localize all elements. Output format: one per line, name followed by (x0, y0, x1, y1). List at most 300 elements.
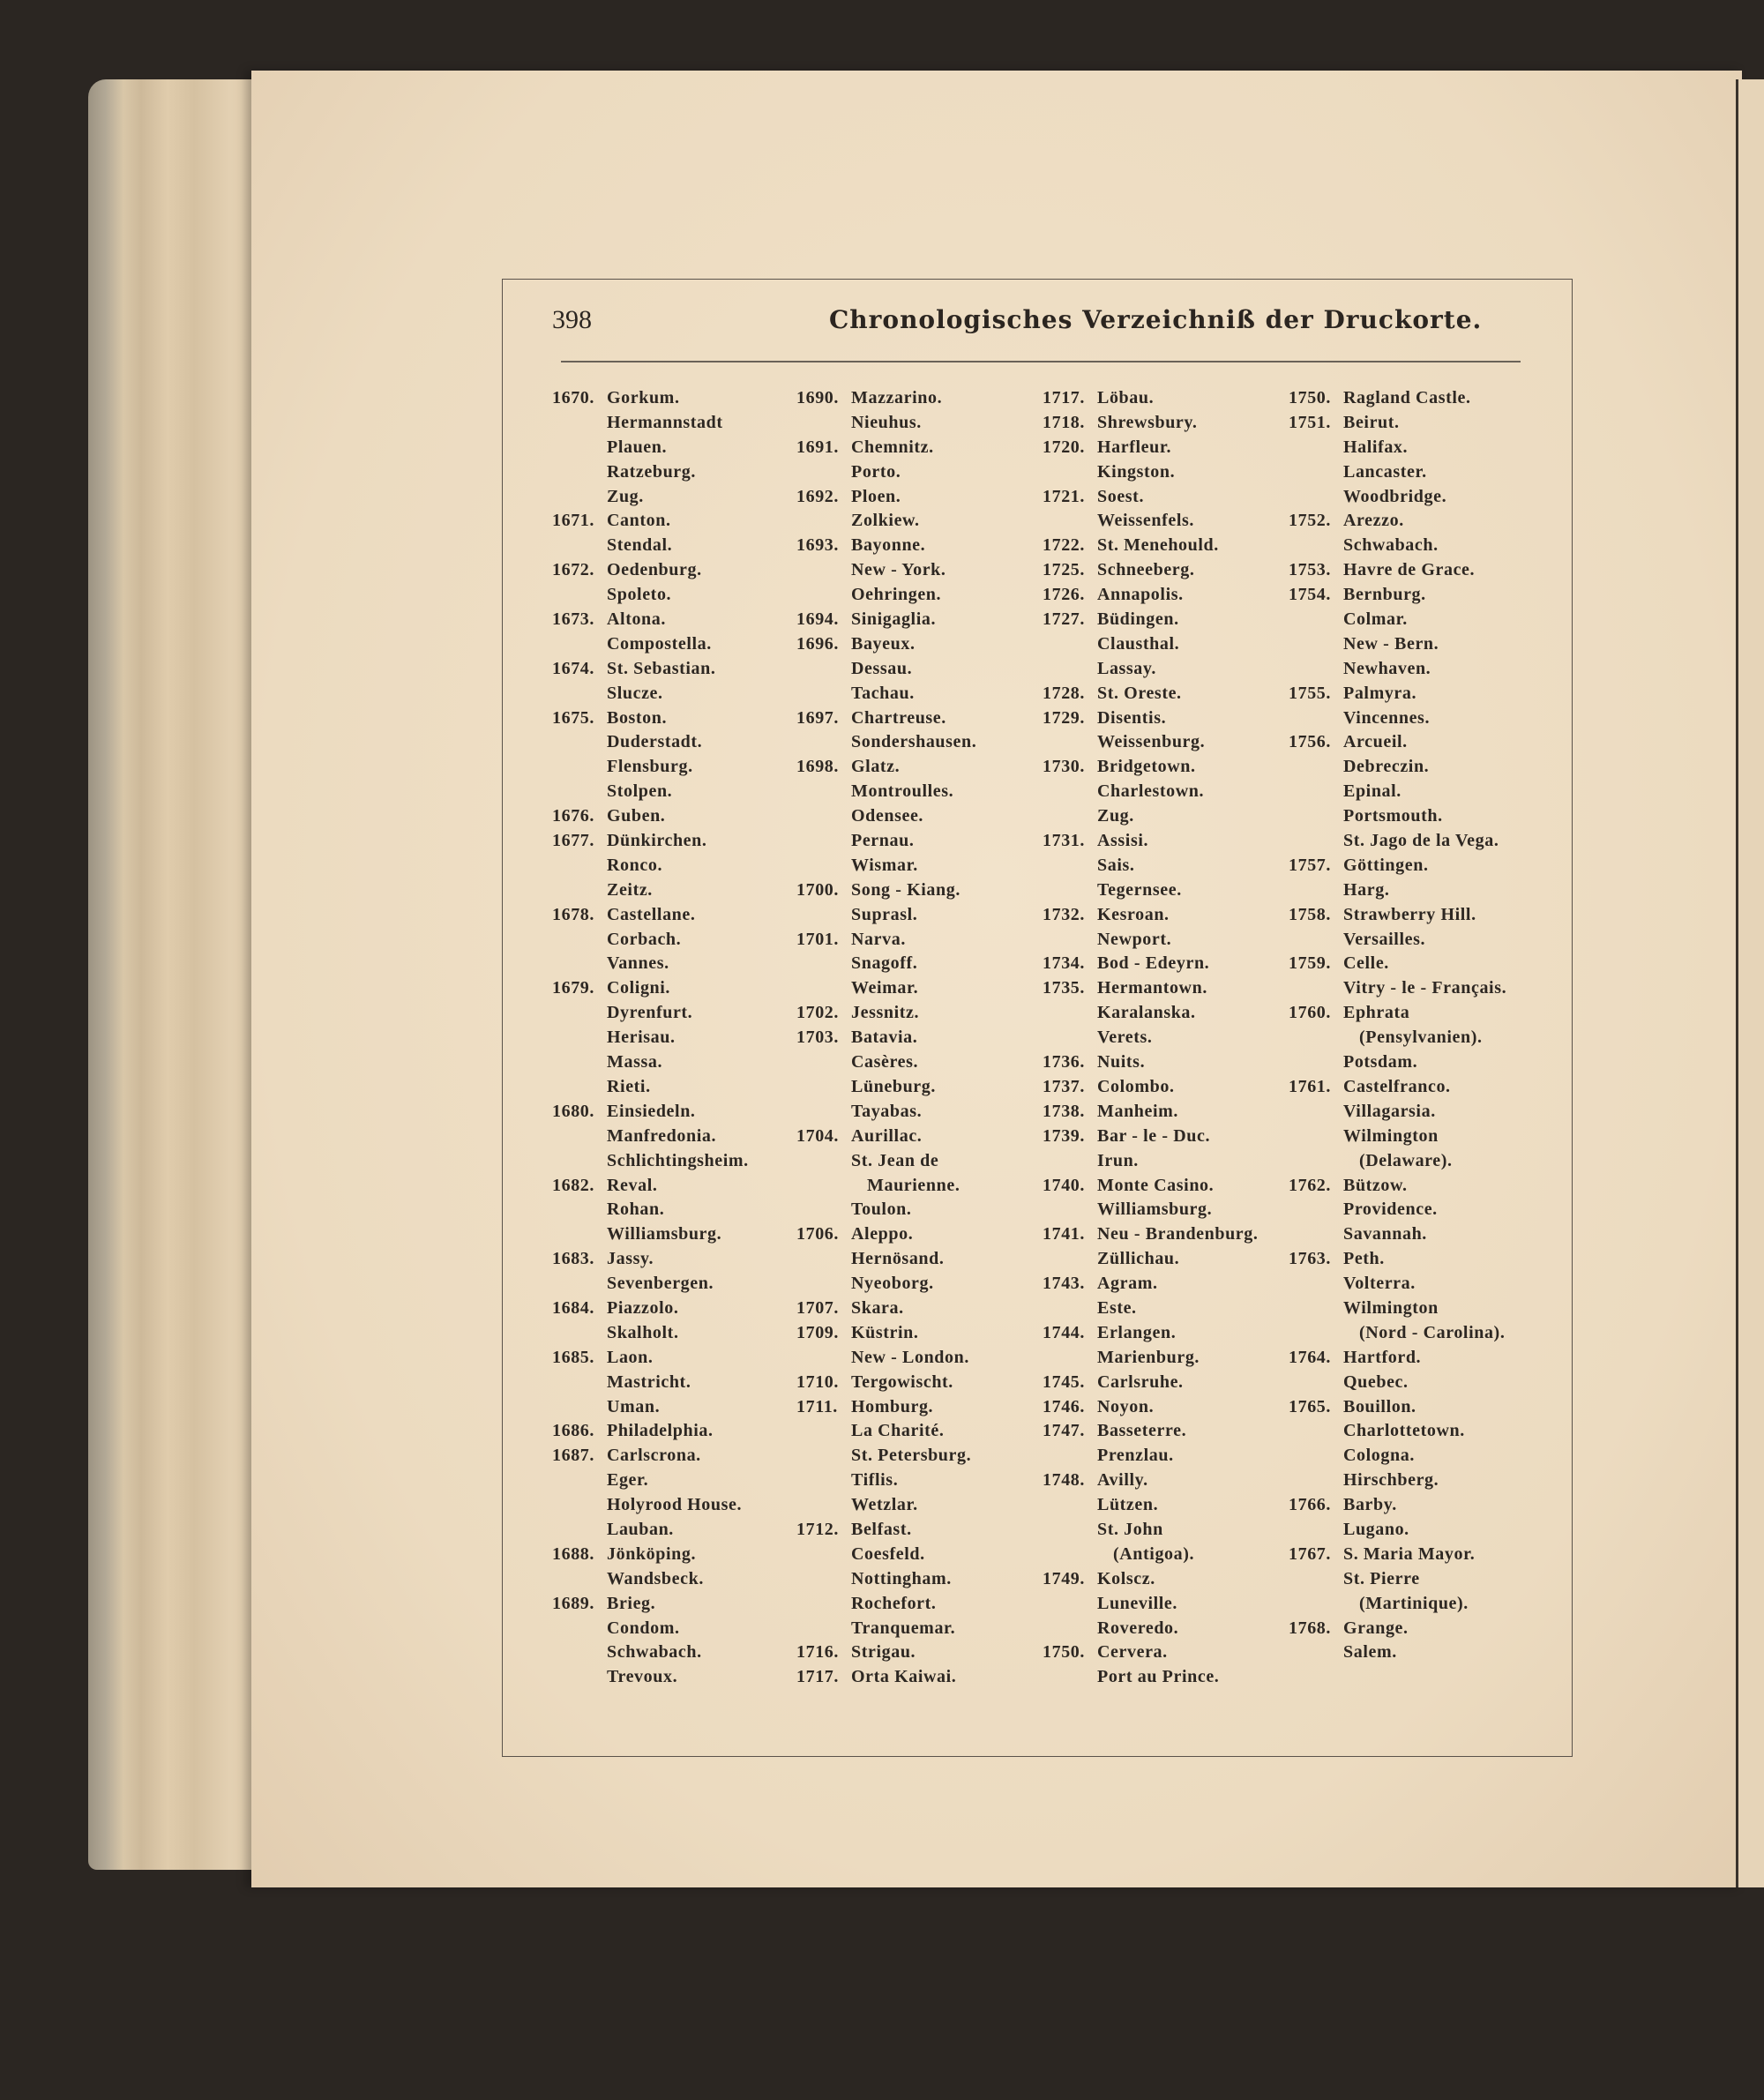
entry-place: Nieuhus. (851, 412, 922, 432)
entry-place: Bouillon. (1343, 1396, 1416, 1416)
entry-year: 1698. (796, 757, 839, 777)
entry-place: Mazzarino. (851, 388, 943, 407)
entry-place: Spoleto. (607, 585, 672, 605)
entry-place: (Martinique). (1359, 1593, 1469, 1613)
entry-place: Laon. (607, 1347, 654, 1367)
entry-place: Tachau. (851, 683, 915, 703)
entry-place: Zeitz. (607, 879, 653, 900)
entry-year: 1729. (1043, 707, 1085, 728)
entry-place: Prenzlau. (1097, 1446, 1174, 1466)
entry-year: 1673. (552, 609, 594, 630)
entry-year: 1761. (1289, 1076, 1331, 1096)
entry-place: Monte Casino. (1097, 1175, 1215, 1195)
entry-place: St. Menehould. (1097, 535, 1219, 556)
entry-place: Tayabas. (851, 1101, 923, 1121)
entry-place: Grange. (1343, 1618, 1409, 1638)
entry-place: Portsmouth. (1343, 806, 1443, 826)
entry-place: Strigau. (851, 1642, 916, 1663)
entry-place: Nuits. (1097, 1052, 1146, 1072)
entry-place: Skalholt. (607, 1322, 679, 1342)
entry-place: Kolscz. (1097, 1568, 1155, 1588)
entry-place: Strawberry Hill. (1343, 904, 1476, 924)
entry-place: Compostella. (607, 633, 712, 654)
entry-year: 1678. (552, 904, 594, 924)
entry-place: Celle. (1343, 953, 1389, 974)
entry-place: Avilly. (1097, 1470, 1148, 1491)
page-number: 398 (552, 305, 592, 334)
entry-place: Maurienne. (867, 1175, 960, 1195)
entry-year: 1690. (796, 388, 839, 407)
entry-place: Vincennes. (1343, 707, 1431, 728)
entry-year: 1712. (796, 1519, 839, 1539)
entry-place: Schlichtingsheim. (607, 1150, 749, 1170)
entry-year: 1687. (552, 1446, 594, 1466)
entry-place: Nyeoborg. (851, 1274, 934, 1294)
entry-place: Manfredonia. (607, 1125, 717, 1146)
entry-place: Song - Kiang. (851, 879, 960, 900)
entry-place: Ronco. (607, 855, 663, 875)
entry-place: Corbach. (607, 929, 682, 949)
entry-place: Bernburg. (1343, 585, 1426, 605)
entry-place: Odensee. (851, 806, 924, 826)
entry-place: Versailles. (1343, 929, 1426, 949)
entry-place: Neu - Brandenburg. (1097, 1224, 1259, 1244)
entry-year: 1753. (1289, 560, 1331, 580)
entry-place: Soest. (1097, 486, 1145, 506)
header-rule (561, 361, 1521, 362)
entry-year: 1766. (1289, 1495, 1331, 1515)
entry-year: 1686. (552, 1421, 594, 1441)
entry-place: Oedenburg. (607, 560, 702, 580)
entry-place: Ploen. (851, 486, 901, 506)
entry-place: Einsiedeln. (607, 1101, 696, 1121)
entry-year: 1679. (552, 978, 594, 998)
entry-place: Charlottetown. (1343, 1421, 1465, 1441)
entry-place: Newhaven. (1343, 658, 1431, 678)
entry-place: Göttingen. (1343, 855, 1429, 875)
entry-place: Williamsburg. (1097, 1199, 1213, 1220)
entry-year: 1728. (1043, 683, 1085, 703)
entry-place: S. Maria Mayor. (1343, 1543, 1476, 1564)
entry-place: Boston. (607, 707, 668, 728)
entry-place: Sondershausen. (851, 732, 977, 752)
entry-place: Mastricht. (607, 1371, 691, 1392)
entry-place: New - Bern. (1343, 633, 1439, 654)
entry-place: Weimar. (851, 978, 919, 998)
entry-place: Brieg. (607, 1593, 656, 1613)
entry-place: Skara. (851, 1297, 904, 1318)
entry-place: Annapolis. (1097, 585, 1184, 605)
entry-year: 1747. (1043, 1421, 1085, 1441)
entry-place: Kesroan. (1097, 904, 1170, 924)
entry-place: Ragland Castle. (1343, 388, 1471, 407)
entry-place: New - York. (851, 560, 946, 580)
entry-year: 1717. (1043, 388, 1085, 407)
entry-place: Bar - le - Duc. (1097, 1125, 1211, 1146)
entry-place: Züllichau. (1097, 1249, 1180, 1269)
entry-year: 1709. (796, 1322, 839, 1342)
entry-year: 1675. (552, 707, 594, 728)
entry-year: 1756. (1289, 732, 1331, 752)
entry-place: Karalanska. (1097, 1003, 1196, 1023)
entry-year: 1763. (1289, 1249, 1331, 1269)
entry-place: Wetzlar. (851, 1495, 918, 1515)
entry-year: 1726. (1043, 585, 1085, 605)
entry-place: Bayonne. (851, 535, 926, 556)
entry-place: Disentis. (1097, 707, 1167, 728)
entry-year: 1707. (796, 1297, 839, 1318)
entry-place: Uman. (607, 1396, 661, 1416)
entry-place: Tiflis. (851, 1470, 899, 1491)
entry-place: Williamsburg. (607, 1224, 722, 1244)
entry-place: Montroulles. (851, 781, 954, 802)
entry-place: Dünkirchen. (607, 831, 707, 851)
entry-place: Casères. (851, 1052, 919, 1072)
entry-place: Dyrenfurt. (607, 1003, 693, 1023)
entry-place: Snagoff. (851, 953, 918, 974)
entry-place: Kingston. (1097, 461, 1176, 482)
entry-place: Debreczin. (1343, 757, 1430, 777)
entry-place: Peth. (1343, 1249, 1385, 1269)
entry-year: 1677. (552, 831, 594, 851)
entry-place: Clausthal. (1097, 633, 1180, 654)
entry-year: 1754. (1289, 585, 1331, 605)
entry-place: Suprasl. (851, 904, 918, 924)
entry-place: Carlscrona. (607, 1446, 701, 1466)
entry-place: Lauban. (607, 1519, 674, 1539)
entry-place: Büdingen. (1097, 609, 1179, 630)
entry-place: Wilmington (1343, 1125, 1439, 1146)
entry-year: 1755. (1289, 683, 1331, 703)
entry-place: Porto. (851, 461, 901, 482)
facing-page-edge (1736, 79, 1764, 1887)
entry-place: Salem. (1343, 1642, 1397, 1663)
entry-year: 1745. (1043, 1371, 1085, 1392)
entry-place: Epinal. (1343, 781, 1401, 802)
entry-year: 1684. (552, 1297, 594, 1318)
entry-place: Aurillac. (851, 1125, 923, 1146)
entry-place: St. Sebastian. (607, 658, 716, 678)
entry-place: Tegernsee. (1097, 879, 1182, 900)
entry-place: Wismar. (851, 855, 918, 875)
entry-place: Belfast. (851, 1519, 912, 1539)
entry-place: Harfleur. (1097, 437, 1172, 457)
entry-year: 1768. (1289, 1618, 1331, 1638)
entry-place: Rieti. (607, 1076, 651, 1096)
entry-year: 1693. (796, 535, 839, 556)
entry-year: 1696. (796, 633, 839, 654)
entry-place: Jessnitz. (851, 1003, 920, 1023)
entry-place: Philadelphia. (607, 1421, 714, 1441)
entry-place: Chartreuse. (851, 707, 946, 728)
entry-year: 1700. (796, 879, 839, 900)
entry-place: (Delaware). (1359, 1150, 1453, 1170)
entry-year: 1739. (1043, 1125, 1085, 1146)
entry-place: Marienburg. (1097, 1347, 1200, 1367)
entry-place: Villagarsia. (1343, 1101, 1436, 1121)
entry-place: Zug. (1097, 806, 1134, 826)
entry-year: 1734. (1043, 953, 1085, 974)
entry-place: Coesfeld. (851, 1543, 925, 1564)
entry-place: Narva. (851, 929, 906, 949)
entry-place: Woodbridge. (1343, 486, 1447, 506)
entry-place: Pernau. (851, 831, 915, 851)
entry-place: Trevoux. (607, 1667, 678, 1687)
entry-place: Colmar. (1343, 609, 1408, 630)
entry-year: 1746. (1043, 1396, 1085, 1416)
entry-place: Rohan. (607, 1199, 665, 1220)
entry-place: Bridgetown. (1097, 757, 1196, 777)
entry-year: 1732. (1043, 904, 1085, 924)
entry-place: Altona. (607, 609, 666, 630)
entry-year: 1701. (796, 929, 839, 949)
entry-place: Arcueil. (1343, 732, 1408, 752)
entry-place: Guben. (607, 806, 666, 826)
entry-place: Vitry - le - Français. (1343, 978, 1507, 998)
entry-place: Savannah. (1343, 1224, 1427, 1244)
entry-year: 1752. (1289, 511, 1331, 531)
entry-place: Küstrin. (851, 1322, 919, 1342)
entry-place: Volterra. (1343, 1274, 1416, 1294)
entry-place: Herisau. (607, 1028, 676, 1048)
entry-place: St. Pierre (1343, 1568, 1420, 1588)
entry-place: Schwabach. (1343, 535, 1439, 556)
entry-place: Schneeberg. (1097, 560, 1195, 580)
entry-year: 1722. (1043, 535, 1085, 556)
entry-place: Hartford. (1343, 1347, 1422, 1367)
entry-year: 1674. (552, 658, 594, 678)
entry-place: Cologna. (1343, 1446, 1415, 1466)
entry-place: Halifax. (1343, 437, 1409, 457)
entry-place: Palmyra. (1343, 683, 1417, 703)
entry-year: 1735. (1043, 978, 1085, 998)
entry-year: 1683. (552, 1249, 594, 1269)
entry-place: Aleppo. (851, 1224, 914, 1244)
entry-place: New - London. (851, 1347, 969, 1367)
entry-year: 1760. (1289, 1003, 1331, 1023)
entry-year: 1702. (796, 1003, 839, 1023)
entry-year: 1749. (1043, 1568, 1085, 1588)
entry-place: St. Jean de (851, 1150, 939, 1170)
entry-place: Nottingham. (851, 1568, 952, 1588)
entry-place: Wilmington (1343, 1297, 1439, 1318)
entry-place: Port au Prince. (1097, 1667, 1220, 1687)
entry-place: Zug. (607, 486, 644, 506)
entry-year: 1744. (1043, 1322, 1085, 1342)
entry-year: 1736. (1043, 1052, 1085, 1072)
entry-place: Ratzeburg. (607, 461, 696, 482)
entry-place: Holyrood House. (607, 1495, 743, 1515)
entry-year: 1694. (796, 609, 839, 630)
page-edges (88, 79, 273, 1870)
entry-year: 1710. (796, 1371, 839, 1392)
entry-place: Jönköping. (607, 1543, 697, 1564)
entry-place: Luneville. (1097, 1593, 1178, 1613)
entry-place: Barby. (1343, 1495, 1397, 1515)
entry-year: 1676. (552, 806, 594, 826)
entry-place: Carlsruhe. (1097, 1371, 1184, 1392)
entry-year: 1689. (552, 1593, 594, 1613)
entry-place: Lüneburg. (851, 1076, 936, 1096)
entry-place: Lassay. (1097, 658, 1157, 678)
entry-year: 1717. (796, 1667, 839, 1687)
entry-place: Hermantown. (1097, 978, 1207, 998)
entry-place: Hermannstadt (607, 412, 723, 432)
entry-place: Chemnitz. (851, 437, 934, 457)
entry-year: 1682. (552, 1175, 594, 1195)
entry-place: Quebec. (1343, 1371, 1409, 1392)
entry-place: Cervera. (1097, 1642, 1168, 1663)
entry-year: 1740. (1043, 1175, 1085, 1195)
entry-place: Bützow. (1343, 1175, 1408, 1195)
entry-place: Massa. (607, 1052, 663, 1072)
entry-year: 1704. (796, 1125, 839, 1146)
entry-year: 1716. (796, 1642, 839, 1663)
entry-place: Weissenfels. (1097, 511, 1194, 531)
entry-place: Este. (1097, 1297, 1137, 1318)
entry-place: Oehringen. (851, 585, 942, 605)
entry-place: Hernösand. (851, 1249, 945, 1269)
entry-place: Tranquemar. (851, 1618, 956, 1638)
entry-place: Basseterre. (1097, 1421, 1187, 1441)
entry-year: 1670. (552, 388, 594, 407)
entry-place: Eger. (607, 1470, 649, 1491)
entry-place: Castelfranco. (1343, 1076, 1451, 1096)
entry-year: 1725. (1043, 560, 1085, 580)
entry-place: Ephrata (1343, 1003, 1410, 1023)
entry-place: Rochefort. (851, 1593, 937, 1613)
entry-place: St. Oreste. (1097, 683, 1182, 703)
entry-place: Charlestown. (1097, 781, 1205, 802)
entry-year: 1691. (796, 437, 839, 457)
entry-place: Sais. (1097, 855, 1135, 875)
entry-place: Schwabach. (607, 1642, 702, 1663)
entry-place: Piazzolo. (607, 1297, 679, 1318)
entry-place: Reval. (607, 1175, 658, 1195)
entry-place: Flensburg. (607, 757, 693, 777)
entry-place: Condom. (607, 1618, 680, 1638)
entry-place: Stendal. (607, 535, 673, 556)
entry-place: Plauen. (607, 437, 668, 457)
entry-year: 1685. (552, 1347, 594, 1367)
entry-place: Bayeux. (851, 633, 916, 654)
entry-place: Lützen. (1097, 1495, 1159, 1515)
entry-year: 1750. (1043, 1642, 1085, 1663)
entry-place: Weissenburg. (1097, 732, 1206, 752)
entry-place: Batavia. (851, 1028, 918, 1048)
entry-year: 1764. (1289, 1347, 1331, 1367)
entry-year: 1680. (552, 1101, 594, 1121)
entry-place: St. John (1097, 1519, 1163, 1539)
entry-place: Verets. (1097, 1028, 1153, 1048)
entry-place: St. Jago de la Vega. (1343, 831, 1499, 851)
entry-place: (Nord - Carolina). (1359, 1322, 1506, 1342)
entry-place: St. Petersburg. (851, 1446, 972, 1466)
entry-year: 1671. (552, 511, 594, 531)
entry-year: 1730. (1043, 757, 1085, 777)
entry-place: Duderstadt. (607, 732, 703, 752)
entry-place: Canton. (607, 511, 671, 531)
entry-place: Stolpen. (607, 781, 673, 802)
entry-place: Coligni. (607, 978, 671, 998)
entry-year: 1750. (1289, 388, 1331, 407)
entry-place: Havre de Grace. (1343, 560, 1476, 580)
entry-place: Harg. (1343, 879, 1390, 900)
entry-place: La Charité. (851, 1421, 945, 1441)
entry-place: Newport. (1097, 929, 1172, 949)
entry-year: 1711. (796, 1396, 838, 1416)
entry-year: 1743. (1043, 1274, 1085, 1294)
entry-place: Slucze. (607, 683, 663, 703)
entry-place: Arezzo. (1343, 511, 1404, 531)
entry-place: Irun. (1097, 1150, 1139, 1170)
entry-place: Dessau. (851, 658, 913, 678)
entry-year: 1759. (1289, 953, 1331, 974)
entry-place: Agram. (1097, 1274, 1158, 1294)
entry-year: 1767. (1289, 1543, 1331, 1564)
entry-year: 1758. (1289, 904, 1331, 924)
entry-place: Sinigaglia. (851, 609, 937, 630)
entry-year: 1762. (1289, 1175, 1331, 1195)
entry-place: (Pensylvanien). (1359, 1028, 1483, 1048)
entry-year: 1718. (1043, 412, 1085, 432)
entry-place: Vannes. (607, 953, 669, 974)
entry-place: (Antigoa). (1113, 1543, 1195, 1564)
entry-place: Homburg. (851, 1396, 934, 1416)
entry-place: Jassy. (607, 1249, 654, 1269)
entry-place: Beirut. (1343, 412, 1400, 432)
entry-year: 1731. (1043, 831, 1085, 851)
entry-place: Sevenbergen. (607, 1274, 714, 1294)
entry-place: Assisi. (1097, 831, 1149, 851)
entry-place: Glatz. (851, 757, 901, 777)
entry-year: 1692. (796, 486, 839, 506)
entry-year: 1706. (796, 1224, 839, 1244)
entry-year: 1720. (1043, 437, 1085, 457)
entry-place: Orta Kaiwai. (851, 1667, 957, 1687)
entry-place: Shrewsbury. (1097, 412, 1198, 432)
entry-year: 1737. (1043, 1076, 1085, 1096)
entry-place: Providence. (1343, 1199, 1438, 1220)
entry-year: 1738. (1043, 1101, 1085, 1121)
entry-year: 1721. (1043, 486, 1085, 506)
entry-place: Colombo. (1097, 1076, 1175, 1096)
entry-place: Wandsbeck. (607, 1568, 704, 1588)
entry-year: 1748. (1043, 1470, 1085, 1491)
entry-year: 1672. (552, 560, 594, 580)
entry-year: 1697. (796, 707, 839, 728)
entry-year: 1688. (552, 1543, 594, 1564)
entry-year: 1765. (1289, 1396, 1331, 1416)
running-title: Chronologisches Verzeichniß der Druckorte. (829, 305, 1483, 334)
entry-place: Erlangen. (1097, 1322, 1177, 1342)
entry-place: Tergowischt. (851, 1371, 953, 1392)
entry-year: 1757. (1289, 855, 1331, 875)
entry-place: Bod - Edeyrn. (1097, 953, 1210, 974)
entry-place: Toulon. (851, 1199, 912, 1220)
entry-place: Roveredo. (1097, 1618, 1179, 1638)
entry-place: Castellane. (607, 904, 696, 924)
entry-place: Lugano. (1343, 1519, 1409, 1539)
entry-place: Potsdam. (1343, 1052, 1418, 1072)
entry-year: 1703. (796, 1028, 839, 1048)
entry-place: Löbau. (1097, 388, 1155, 407)
entry-place: Lancaster. (1343, 461, 1427, 482)
entry-place: Noyon. (1097, 1396, 1155, 1416)
entry-place: Manheim. (1097, 1101, 1179, 1121)
entry-place: Gorkum. (607, 388, 680, 407)
entry-year: 1727. (1043, 609, 1085, 630)
